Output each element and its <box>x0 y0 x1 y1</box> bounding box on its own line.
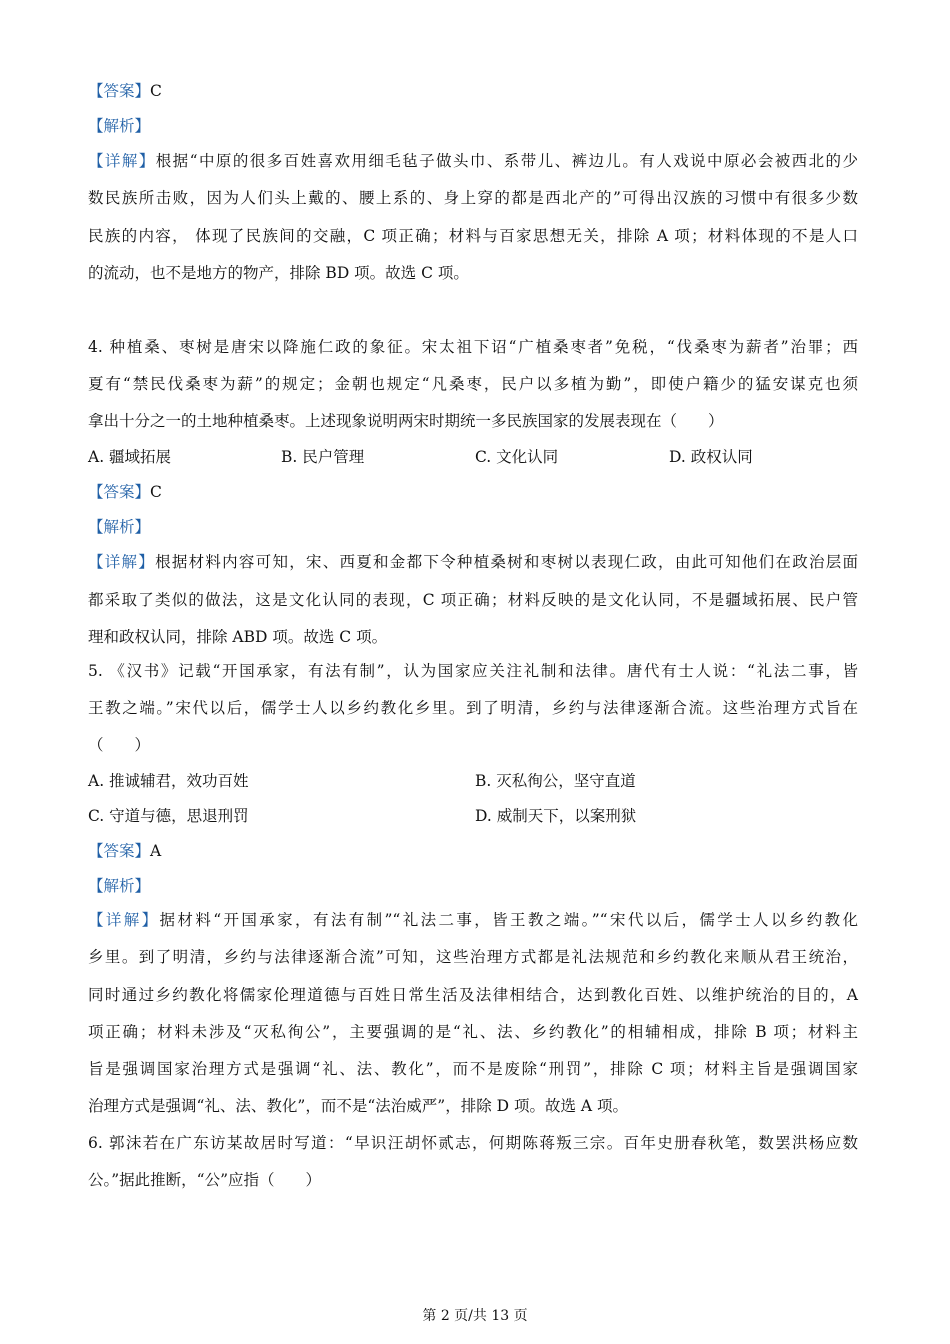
answer-row <box>88 840 161 862</box>
answer-row <box>88 80 162 102</box>
question-stem-line: （ ） <box>88 736 151 754</box>
detail-line: 都采取了类似的做法，这是文化认同的表现，C 项正确；材料反映的是文化认同，不是疆域拓展、民户管 <box>88 591 858 609</box>
analysis-tag: 【解析】 <box>88 518 151 536</box>
analysis-row <box>88 875 150 897</box>
detail-line: 项正确；材料未涉及“灭私徇公”，主要强调的是“礼、法、乡约教化”的相辅相成，排除 B 项；材料主 <box>88 1023 858 1041</box>
answer-row <box>88 481 162 503</box>
detail-line: 数民族所击败，因为人们头上戴的、腰上系的、身上穿的都是西北产的”可得出汉族的习惯中有很多少数 <box>88 189 858 207</box>
answer-tag: 【答案】 <box>88 82 151 100</box>
option-c: C. 守道与德，思退刑罚 <box>88 807 249 825</box>
analysis-tag: 【解析】 <box>88 877 151 895</box>
answer-tag: 【答案】 <box>88 842 151 860</box>
option-a: A. 疆域拓展 <box>88 448 172 466</box>
answer-value: C <box>150 82 162 100</box>
question-stem-line: 4. 种植桑、枣树是唐宋以降施仁政的象征。宋太祖下诏“广植桑枣者”免税，“伐桑枣为薪者”治罪；西 <box>88 338 858 356</box>
option-b: B. 灭私徇公，坚守直道 <box>475 772 636 790</box>
detail-line: 同时通过乡约教化将儒家伦理道德与百姓日常生活及法律相结合，达到教化百姓、以维护统治的目的，A <box>88 986 858 1004</box>
answer-tag: 【答案】 <box>88 483 151 501</box>
analysis-row <box>88 516 150 538</box>
detail-line: 民族的内容， 体现了民族间的交融，C 项正确；材料与百家思想无关，排除 A 项；材料体现的不是人口 <box>88 227 858 245</box>
answer-value: C <box>150 483 162 501</box>
option-a: A. 推诚辅君，效功百姓 <box>88 772 249 790</box>
question-stem-line: 6. 郭沫若在广东访某故居时写道：“早识汪胡怀贰志，何期陈蒋叛三宗。百年史册春秋笔，数罢洪杨应数 <box>88 1134 858 1152</box>
analysis-row <box>88 115 150 137</box>
option-b: B. 民户管理 <box>281 448 365 466</box>
detail-line: 旨是强调国家治理方式是强调“礼、法、教化”，而不是废除“刑罚”，排除 C 项；材料主旨是强调国家 <box>88 1060 858 1078</box>
detail-line: 治理方式是强调“礼、法、教化”，而不是“法治威严”，排除 D 项。故选 A 项。 <box>88 1097 629 1115</box>
question-stem-line: 王教之端。”宋代以后，儒学士人以乡约教化乡里。到了明清，乡约与法律逐渐合流。这些治理方式旨在 <box>88 699 858 717</box>
question-stem-line: 拿出十分之一的土地种植桑枣。上述现象说明两宋时期统一多民族国家的发展表现在（ ） <box>88 412 724 430</box>
detail-line: 乡里。到了明清，乡约与法律逐渐合流”可知，这些治理方式都是礼法规范和乡约教化来顺从君王统治， <box>88 948 858 966</box>
detail-tag: 【详解】 <box>88 911 160 929</box>
detail-tag: 【详解】 <box>88 152 156 170</box>
page-number-footer: 第 2 页/共 13 页 <box>422 1308 528 1324</box>
detail-line: 【详解】根据“中原的很多百姓喜欢用细毛毡子做头巾、系带儿、裤边儿。有人戏说中原必会被西北的少 <box>88 152 858 170</box>
detail-tag: 【详解】 <box>88 553 156 571</box>
detail-line: 【详解】据材料“开国承家，有法有制”“礼法二事，皆王教之端。”“宋代以后，儒学士人以乡约教化 <box>88 911 858 929</box>
answer-value: A <box>150 842 162 860</box>
detail-line: 理和政权认同，排除 ABD 项。故选 C 项。 <box>88 628 388 646</box>
question-stem-line: 5. 《汉书》记载“开国承家，有法有制”，认为国家应关注礼制和法律。唐代有士人说：“礼法二事，皆 <box>88 662 858 680</box>
question-stem-line: 公。”据此推断，“公”应指（ ） <box>88 1171 322 1189</box>
option-d: D. 威制天下，以案刑狱 <box>475 807 637 825</box>
detail-line: 【详解】根据材料内容可知，宋、西夏和金都下令种植桑树和枣树以表现仁政，由此可知他们在政治层面 <box>88 553 858 571</box>
analysis-tag: 【解析】 <box>88 117 151 135</box>
option-d: D. 政权认同 <box>669 448 753 466</box>
detail-line: 的流动，也不是地方的物产，排除 BD 项。故选 C 项。 <box>88 264 469 282</box>
option-c: C. 文化认同 <box>475 448 559 466</box>
question-stem-line: 夏有“禁民伐桑枣为薪”的规定；金朝也规定“凡桑枣，民户以多植为勤”，即使户籍少的猛安谋克也须 <box>88 375 858 393</box>
